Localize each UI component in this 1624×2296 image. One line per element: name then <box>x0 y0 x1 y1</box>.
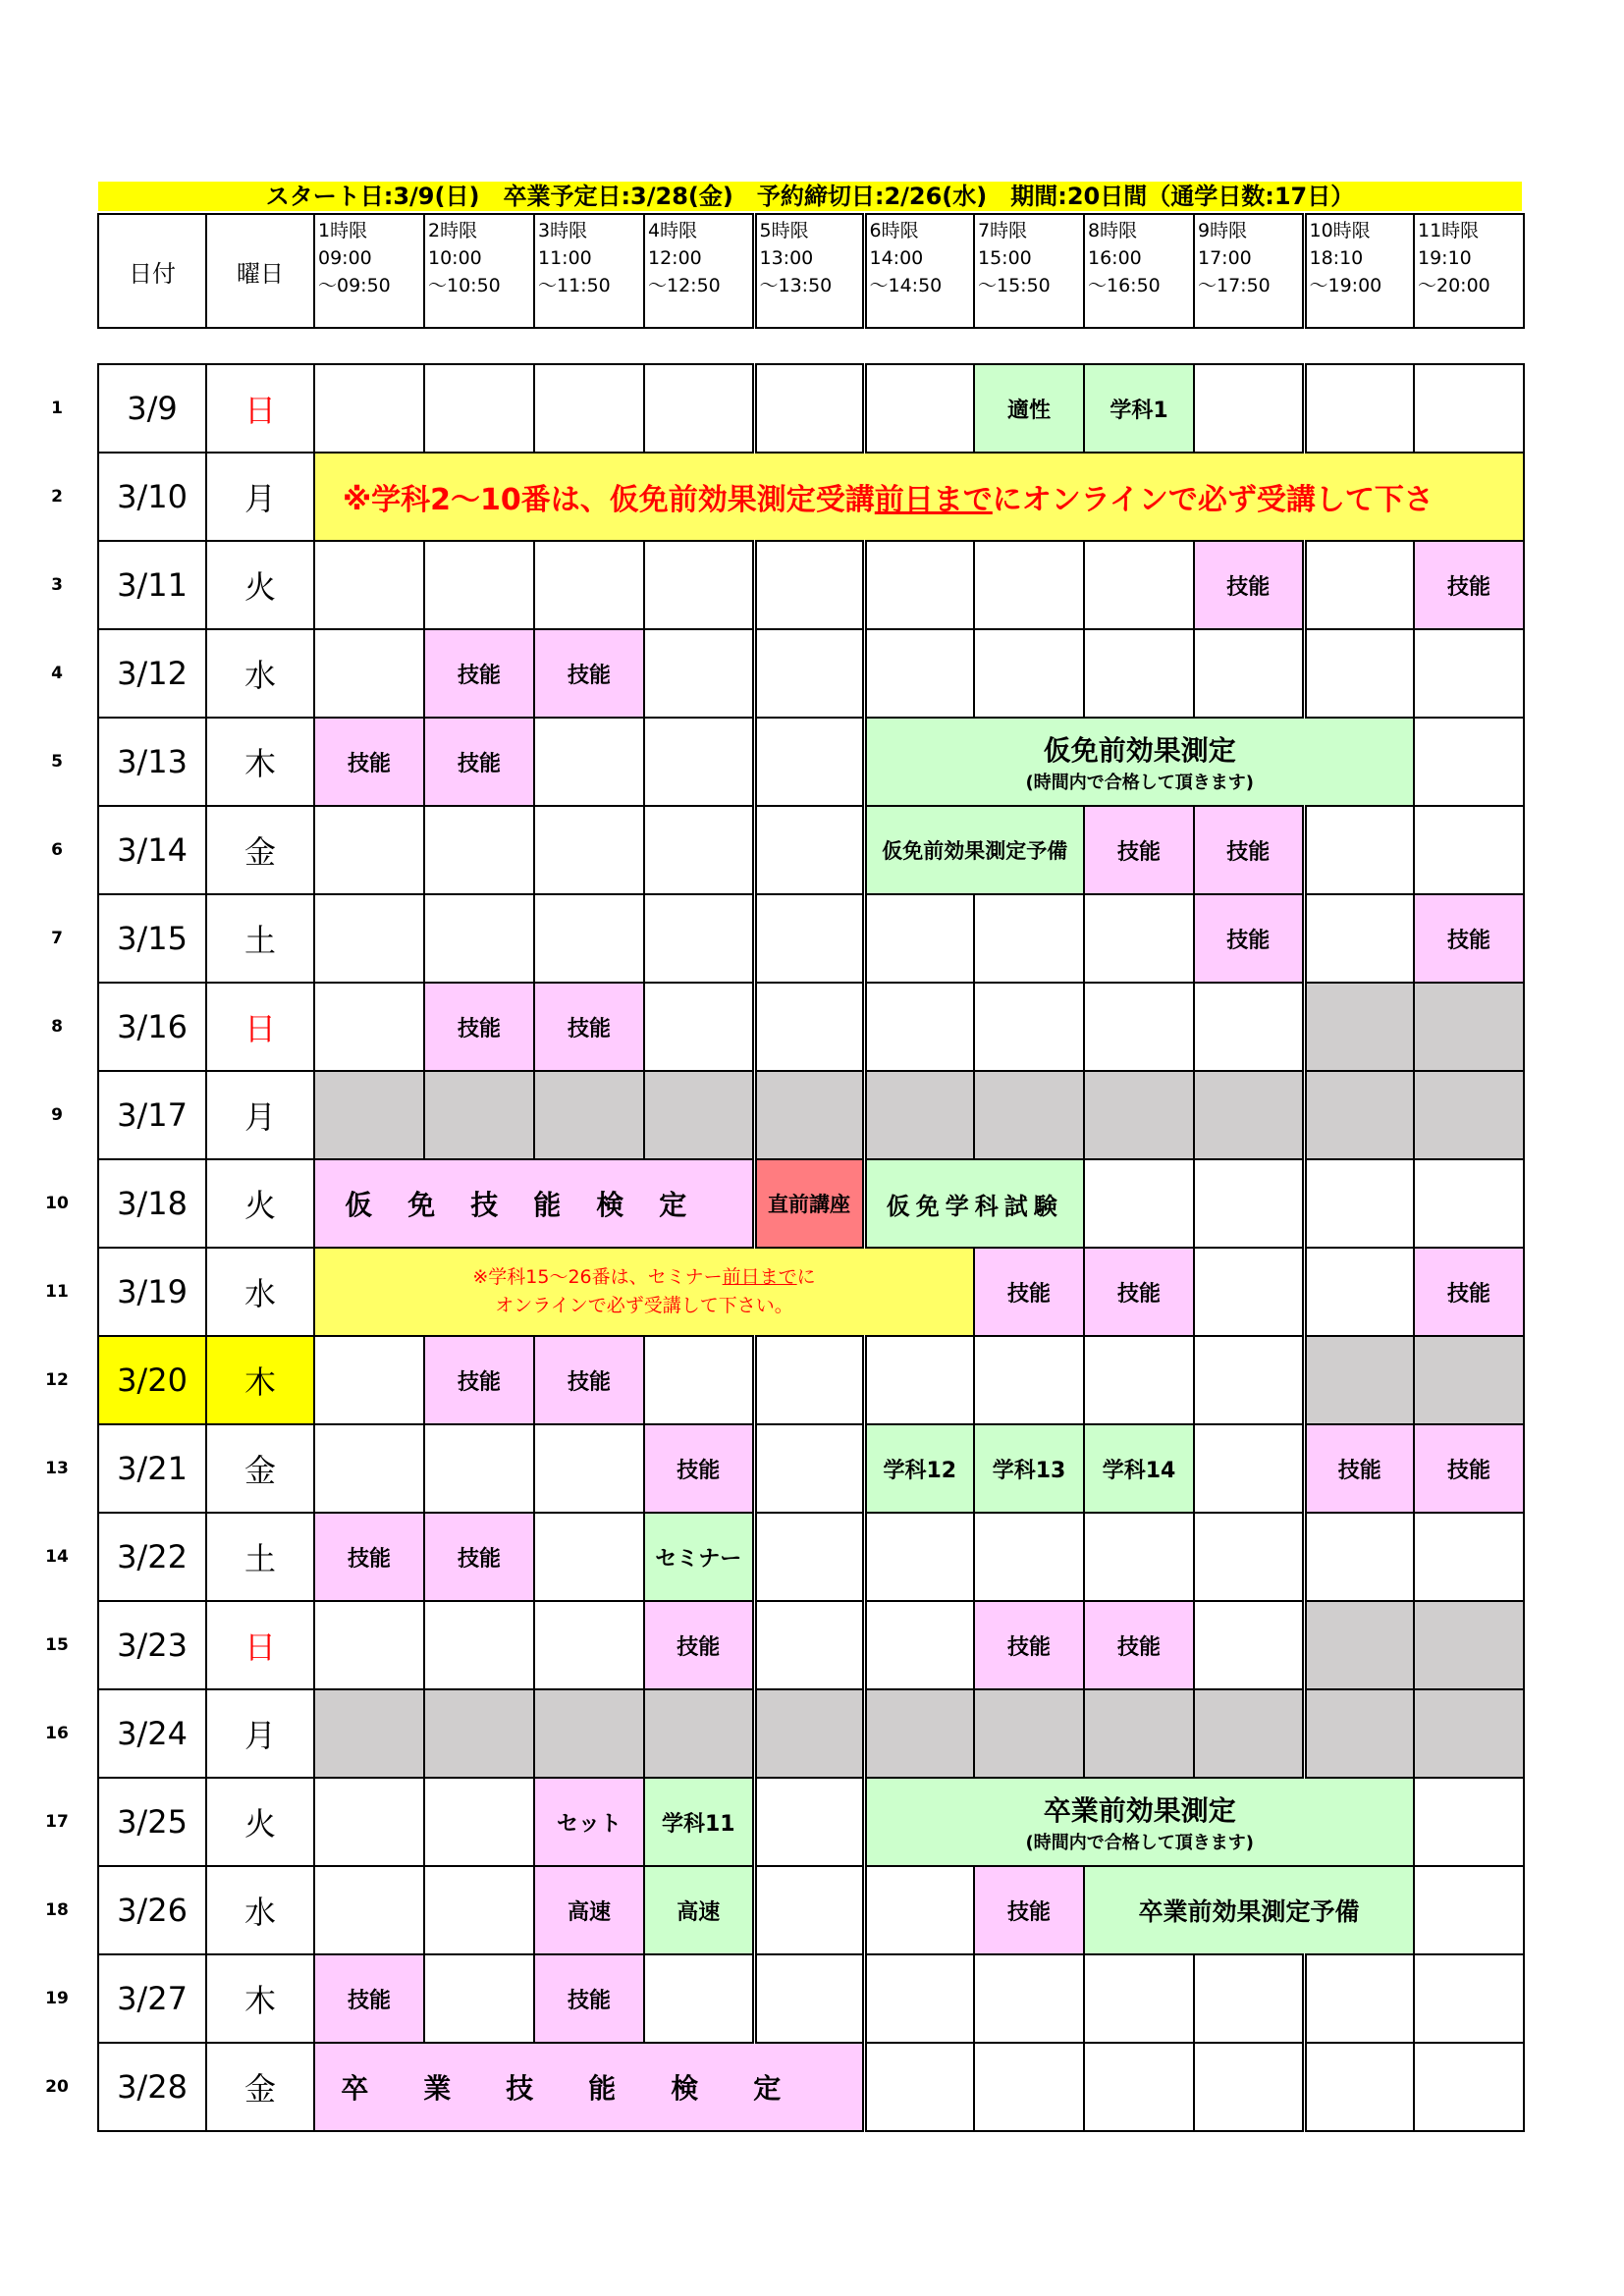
graduation-effect-test-reserve: 卒業前効果測定予備 <box>1084 1866 1414 1954</box>
period-cell <box>754 1424 864 1513</box>
period-cell <box>1414 629 1524 718</box>
closed-cell <box>1194 1689 1304 1778</box>
table-row <box>98 541 1524 629</box>
closed-cell <box>974 1689 1084 1778</box>
period-cell <box>644 1954 754 2043</box>
period-cell <box>534 1424 644 1513</box>
academic-cell: 学科11 <box>644 1778 754 1866</box>
driving-cell: 技能 <box>1194 541 1304 629</box>
period-10-header: 10時限 18:10 〜19:00 <box>1304 214 1414 328</box>
period-cell <box>534 806 644 894</box>
weekday-cell: 金 <box>206 2043 314 2131</box>
period-cell <box>1194 1159 1304 1248</box>
period-cell <box>754 806 864 894</box>
period-cell <box>1084 1159 1194 1248</box>
period-cell <box>754 1601 864 1689</box>
period-header <box>97 213 1525 329</box>
period-cell <box>1304 1954 1414 2043</box>
date-cell: 3/11 <box>98 541 206 629</box>
table-row <box>98 1336 1524 1424</box>
table-row <box>98 1071 1524 1159</box>
period-cell <box>754 629 864 718</box>
period-cell <box>424 1601 534 1689</box>
period-cell <box>974 894 1084 983</box>
date-cell: 3/23 <box>98 1601 206 1689</box>
closed-cell <box>534 1071 644 1159</box>
period-cell <box>314 1424 424 1513</box>
period-cell <box>1414 1159 1524 1248</box>
provisional-effect-test <box>864 718 1414 806</box>
period-1-header: 1時限 09:00 〜09:50 <box>314 214 424 328</box>
set-cell: セット <box>534 1778 644 1866</box>
weekday-cell: 木 <box>206 1336 314 1424</box>
highway-cell: 高速 <box>534 1866 644 1954</box>
period-cell <box>534 1601 644 1689</box>
driving-cell: 技能 <box>1414 894 1524 983</box>
row-number: 8 <box>51 1017 63 1037</box>
table-row <box>98 1601 1524 1689</box>
driving-cell: 技能 <box>1194 806 1304 894</box>
period-cell <box>1084 1336 1194 1424</box>
date-cell: 3/22 <box>98 1513 206 1601</box>
table-row <box>98 1689 1524 1778</box>
online-notice-1 <box>314 453 1524 541</box>
closed-cell <box>1414 1071 1524 1159</box>
closed-cell <box>1304 1071 1414 1159</box>
period-cell <box>1194 2043 1304 2131</box>
period-cell <box>424 1778 534 1866</box>
driving-cell: 技能 <box>1084 806 1194 894</box>
driving-cell: 技能 <box>1414 1248 1524 1336</box>
period-11-header: 11時限 19:10 〜20:00 <box>1414 214 1524 328</box>
period-cell <box>644 1336 754 1424</box>
period-cell <box>644 983 754 1071</box>
table-row <box>98 1866 1524 1954</box>
period-cell <box>314 983 424 1071</box>
period-cell <box>864 1954 974 2043</box>
period-cell <box>1084 894 1194 983</box>
period-cell <box>1304 1513 1414 1601</box>
period-cell <box>1414 1954 1524 2043</box>
provisional-effect-test-reserve: 仮免前効果測定予備 <box>864 806 1084 894</box>
graduation-effect-test <box>864 1778 1414 1866</box>
period-cell <box>1194 1248 1304 1336</box>
closed-cell <box>644 1071 754 1159</box>
period-4-header: 4時限 12:00 〜12:50 <box>644 214 754 328</box>
academic-cell: 学科12 <box>864 1424 974 1513</box>
period-cell <box>1304 2043 1414 2131</box>
period-cell <box>754 718 864 806</box>
period-cell <box>314 894 424 983</box>
period-cell <box>754 983 864 1071</box>
weekday-cell: 日 <box>206 1601 314 1689</box>
period-cell <box>644 894 754 983</box>
driving-cell: 技能 <box>534 983 644 1071</box>
period-cell <box>974 2043 1084 2131</box>
weekday-cell: 火 <box>206 541 314 629</box>
period-cell <box>1194 1336 1304 1424</box>
table-row <box>98 1513 1524 1601</box>
row-number: 17 <box>45 1812 69 1832</box>
row-number: 6 <box>51 840 63 860</box>
row-number: 12 <box>45 1370 69 1390</box>
period-cell <box>1304 629 1414 718</box>
notice-underlined: 前日まで <box>722 1266 797 1288</box>
period-cell <box>534 1513 644 1601</box>
driving-cell: 技能 <box>534 629 644 718</box>
row-number: 1 <box>51 399 63 418</box>
row-number: 9 <box>51 1105 63 1125</box>
closed-cell <box>424 1689 534 1778</box>
period-cell <box>534 541 644 629</box>
period-cell <box>314 629 424 718</box>
period-cell <box>754 1954 864 2043</box>
period-3-header: 3時限 11:00 〜11:50 <box>534 214 644 328</box>
driving-cell: 技能 <box>1194 894 1304 983</box>
period-cell <box>974 541 1084 629</box>
period-cell <box>1194 983 1304 1071</box>
period-cell <box>1194 1513 1304 1601</box>
period-cell <box>424 806 534 894</box>
date-cell: 3/9 <box>98 364 206 453</box>
driving-cell: 技能 <box>1304 1424 1414 1513</box>
table-row <box>98 453 1524 541</box>
period-5-header: 5時限 13:00 〜13:50 <box>754 214 864 328</box>
weekday-cell: 土 <box>206 894 314 983</box>
period-cell <box>754 1778 864 1866</box>
period-cell <box>974 983 1084 1071</box>
closed-cell <box>754 1689 864 1778</box>
period-cell <box>1084 2043 1194 2131</box>
closed-cell <box>1304 983 1414 1071</box>
row-number: 16 <box>45 1724 69 1743</box>
period-cell <box>864 629 974 718</box>
period-cell <box>1414 806 1524 894</box>
table-row <box>98 894 1524 983</box>
date-cell: 3/15 <box>98 894 206 983</box>
period-cell <box>534 894 644 983</box>
driving-cell: 技能 <box>424 1513 534 1601</box>
weekday-cell: 水 <box>206 629 314 718</box>
period-cell <box>864 1513 974 1601</box>
period-cell <box>424 1954 534 2043</box>
weekday-cell: 木 <box>206 718 314 806</box>
driving-cell: 技能 <box>424 1336 534 1424</box>
period-6-header: 6時限 14:00 〜14:50 <box>864 214 974 328</box>
driving-cell: 技能 <box>1084 1248 1194 1336</box>
notice-text: オンラインで必ず受講して下さい。 <box>495 1295 793 1316</box>
date-cell: 3/14 <box>98 806 206 894</box>
date-cell: 3/18 <box>98 1159 206 1248</box>
closed-cell <box>534 1689 644 1778</box>
period-2-header: 2時限 10:00 〜10:50 <box>424 214 534 328</box>
period-cell <box>754 1336 864 1424</box>
period-cell <box>864 541 974 629</box>
closed-cell <box>644 1689 754 1778</box>
driving-cell: 技能 <box>534 1336 644 1424</box>
weekday-cell: 金 <box>206 806 314 894</box>
period-cell <box>1304 1159 1414 1248</box>
closed-cell <box>1304 1689 1414 1778</box>
date-cell: 3/26 <box>98 1866 206 1954</box>
driving-cell: 技能 <box>424 983 534 1071</box>
table-row <box>98 2043 1524 2131</box>
period-cell <box>864 1336 974 1424</box>
period-cell <box>1304 364 1414 453</box>
provisional-driving-exam: 仮免技能検定 <box>314 1159 754 1248</box>
highway-cell: 高速 <box>644 1866 754 1954</box>
date-cell: 3/25 <box>98 1778 206 1866</box>
closed-cell <box>1304 1601 1414 1689</box>
row-number: 5 <box>51 752 63 772</box>
period-8-header: 8時限 16:00 〜16:50 <box>1084 214 1194 328</box>
seminar-cell: セミナー <box>644 1513 754 1601</box>
closed-cell <box>424 1071 534 1159</box>
weekday-cell: 金 <box>206 1424 314 1513</box>
row-number: 7 <box>51 929 63 948</box>
closed-cell <box>314 1689 424 1778</box>
period-cell <box>1084 983 1194 1071</box>
weekday-cell: 水 <box>206 1866 314 1954</box>
row-number: 19 <box>45 1989 69 2008</box>
period-cell <box>1414 1866 1524 1954</box>
period-cell <box>1414 2043 1524 2131</box>
driving-cell: 技能 <box>644 1601 754 1689</box>
period-cell <box>864 1601 974 1689</box>
table-row <box>98 1778 1524 1866</box>
row-number: 14 <box>45 1547 69 1567</box>
table-row <box>98 629 1524 718</box>
notice-text: に <box>796 1266 816 1288</box>
period-cell <box>1194 364 1304 453</box>
period-cell <box>314 1866 424 1954</box>
period-cell <box>974 1513 1084 1601</box>
period-cell <box>314 1336 424 1424</box>
date-cell: 3/16 <box>98 983 206 1071</box>
date-cell: 3/21 <box>98 1424 206 1513</box>
period-cell <box>1304 1248 1414 1336</box>
notice-text: ※学科2〜10番は、仮免前効果測定受講 <box>343 483 875 517</box>
closed-cell <box>864 1689 974 1778</box>
closed-cell <box>1304 1336 1414 1424</box>
period-cell <box>1414 1513 1524 1601</box>
date-cell: 3/27 <box>98 1954 206 2043</box>
driving-cell: 技能 <box>1414 1424 1524 1513</box>
closed-cell <box>1084 1689 1194 1778</box>
period-cell <box>534 364 644 453</box>
period-cell <box>424 894 534 983</box>
closed-cell <box>1414 1689 1524 1778</box>
date-cell: 3/13 <box>98 718 206 806</box>
academic-cell: 学科14 <box>1084 1424 1194 1513</box>
notice-underlined: 前日まで <box>874 483 993 517</box>
driving-cell: 技能 <box>314 718 424 806</box>
period-9-header: 9時限 17:00 〜17:50 <box>1194 214 1304 328</box>
date-cell: 3/19 <box>98 1248 206 1336</box>
table-row <box>98 718 1524 806</box>
pre-exam-lecture: 直前講座 <box>754 1159 864 1248</box>
weekday-cell: 火 <box>206 1778 314 1866</box>
driving-cell: 技能 <box>314 1513 424 1601</box>
closed-cell <box>314 1071 424 1159</box>
table-row <box>98 364 1524 453</box>
closed-cell <box>1194 1071 1304 1159</box>
table-row <box>98 1159 1524 1248</box>
row-number: 2 <box>51 487 63 507</box>
period-cell <box>644 806 754 894</box>
date-cell: 3/17 <box>98 1071 206 1159</box>
event-title: 仮免前効果測定 <box>1043 734 1236 767</box>
period-cell <box>864 1866 974 1954</box>
table-row <box>98 983 1524 1071</box>
period-cell <box>754 894 864 983</box>
period-cell <box>864 2043 974 2131</box>
period-cell <box>864 894 974 983</box>
period-cell <box>1304 541 1414 629</box>
period-cell <box>754 541 864 629</box>
period-cell <box>754 1866 864 1954</box>
notice-text: ※学科15〜26番は、セミナー <box>472 1266 723 1288</box>
weekday-cell: 木 <box>206 1954 314 2043</box>
period-cell <box>1414 364 1524 453</box>
weekday-cell: 日 <box>206 983 314 1071</box>
period-cell <box>754 1513 864 1601</box>
graduation-driving-exam: 卒業技能検定 <box>314 2043 864 2131</box>
date-cell: 3/12 <box>98 629 206 718</box>
weekday-cell: 火 <box>206 1159 314 1248</box>
row-number: 15 <box>45 1635 69 1655</box>
aptitude-cell: 適性 <box>974 364 1084 453</box>
date-cell: 3/10 <box>98 453 206 541</box>
row-number: 20 <box>45 2077 69 2097</box>
weekday-cell: 日 <box>206 364 314 453</box>
period-cell <box>864 983 974 1071</box>
event-title: 卒業前効果測定 <box>1043 1794 1236 1827</box>
table-row <box>98 1248 1524 1336</box>
period-7-header: 7時限 15:00 〜15:50 <box>974 214 1084 328</box>
driving-cell: 技能 <box>974 1866 1084 1954</box>
online-notice-2 <box>314 1248 974 1336</box>
row-number: 3 <box>51 575 63 595</box>
period-cell <box>974 1336 1084 1424</box>
weekday-cell: 月 <box>206 1689 314 1778</box>
event-note: (時間内で合格して頂きます) <box>1025 1833 1254 1853</box>
weekday-column-header: 曜日 <box>206 214 314 328</box>
driving-cell: 技能 <box>974 1601 1084 1689</box>
row-number: 18 <box>45 1900 69 1920</box>
period-cell <box>864 364 974 453</box>
table-row <box>98 806 1524 894</box>
period-cell <box>1304 806 1414 894</box>
academic-cell: 学科1 <box>1084 364 1194 453</box>
table-row <box>98 1424 1524 1513</box>
period-cell <box>424 1424 534 1513</box>
row-number: 11 <box>45 1282 69 1302</box>
date-cell: 3/24 <box>98 1689 206 1778</box>
period-cell <box>754 364 864 453</box>
driving-cell: 技能 <box>424 718 534 806</box>
driving-cell: 技能 <box>314 1954 424 2043</box>
period-cell <box>1084 541 1194 629</box>
closed-cell <box>1414 983 1524 1071</box>
period-cell <box>974 1954 1084 2043</box>
period-cell <box>1194 1601 1304 1689</box>
row-number: 10 <box>45 1194 69 1213</box>
period-cell <box>314 806 424 894</box>
period-cell <box>314 1601 424 1689</box>
closed-cell <box>1084 1071 1194 1159</box>
period-cell <box>644 629 754 718</box>
period-cell <box>1304 894 1414 983</box>
driving-cell: 技能 <box>974 1248 1084 1336</box>
driving-cell: 技能 <box>424 629 534 718</box>
weekday-cell: 月 <box>206 1071 314 1159</box>
driving-cell: 技能 <box>534 1954 644 2043</box>
closed-cell <box>974 1071 1084 1159</box>
provisional-written-exam: 仮免学科試験 <box>864 1159 1084 1248</box>
period-cell <box>1194 629 1304 718</box>
period-cell <box>644 541 754 629</box>
period-cell <box>1194 1424 1304 1513</box>
period-cell <box>424 364 534 453</box>
closed-cell <box>1414 1336 1524 1424</box>
driving-cell: 技能 <box>1084 1601 1194 1689</box>
period-cell <box>314 364 424 453</box>
row-number: 4 <box>51 664 63 683</box>
schedule-summary-banner: スタート日:3/9(日) 卒業予定日:3/28(金) 予約締切日:2/26(水) 期間:20日間（通学日数:17日） <box>98 182 1522 211</box>
period-cell <box>644 364 754 453</box>
date-column-header: 日付 <box>98 214 206 328</box>
academic-cell: 学科13 <box>974 1424 1084 1513</box>
table-row <box>98 1954 1524 2043</box>
period-cell <box>534 718 644 806</box>
period-cell <box>314 1778 424 1866</box>
closed-cell <box>754 1071 864 1159</box>
period-cell <box>1084 629 1194 718</box>
weekday-cell: 土 <box>206 1513 314 1601</box>
period-cell <box>1084 1513 1194 1601</box>
weekday-cell: 月 <box>206 453 314 541</box>
driving-cell: 技能 <box>644 1424 754 1513</box>
closed-cell <box>864 1071 974 1159</box>
period-cell <box>424 1866 534 1954</box>
schedule-table <box>97 363 1525 2132</box>
period-cell <box>1414 718 1524 806</box>
weekday-cell: 水 <box>206 1248 314 1336</box>
period-cell <box>1084 1954 1194 2043</box>
row-number: 13 <box>45 1459 69 1478</box>
period-cell <box>644 718 754 806</box>
date-cell: 3/20 <box>98 1336 206 1424</box>
period-cell <box>1414 1778 1524 1866</box>
driving-cell: 技能 <box>1414 541 1524 629</box>
period-cell <box>314 541 424 629</box>
notice-text: にオンラインで必ず受講して下さ <box>992 483 1434 517</box>
period-cell <box>1194 1954 1304 2043</box>
closed-cell <box>1414 1601 1524 1689</box>
event-note: (時間内で合格して頂きます) <box>1025 773 1254 793</box>
period-cell <box>424 541 534 629</box>
period-cell <box>974 629 1084 718</box>
date-cell: 3/28 <box>98 2043 206 2131</box>
